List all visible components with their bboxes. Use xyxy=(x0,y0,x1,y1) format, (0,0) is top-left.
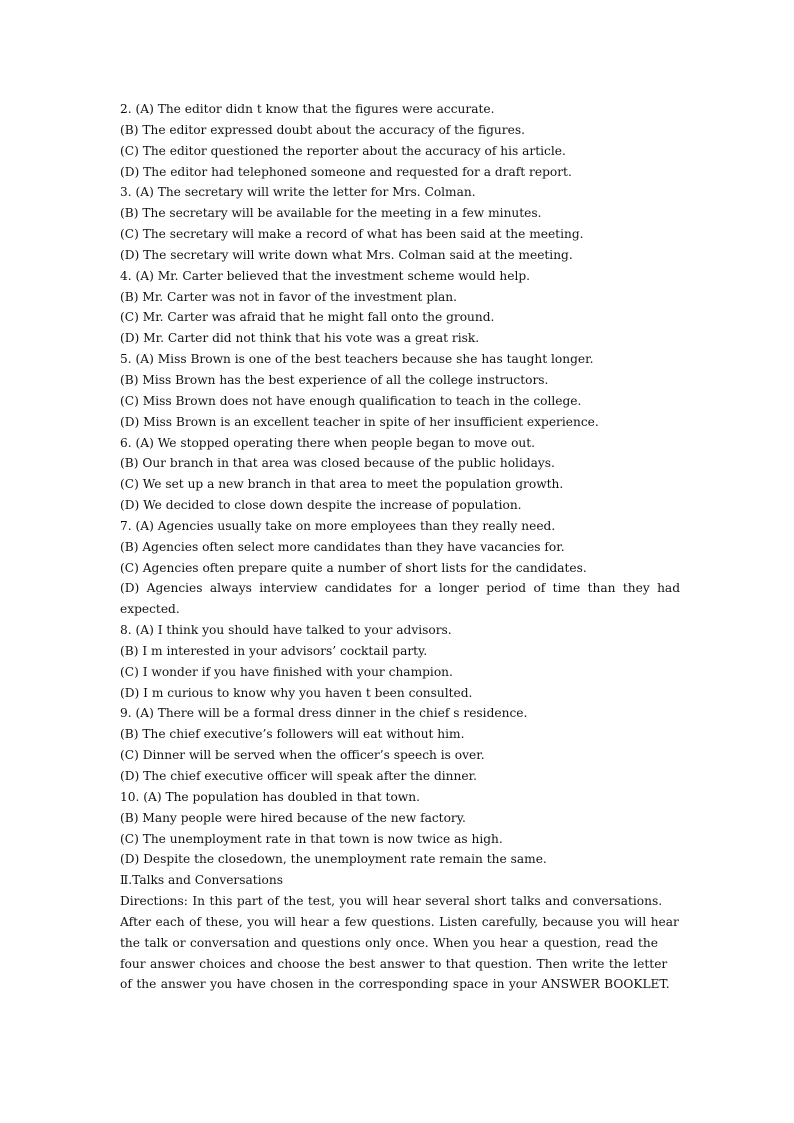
question-10-option-d xyxy=(120,849,680,870)
option-text: (B) The editor expressed doubt about the accuracy of the figures. xyxy=(120,122,525,137)
section-heading: Ⅱ.Talks and Conversations xyxy=(120,873,284,888)
question-number: 3. xyxy=(120,185,132,200)
question-2-option-d xyxy=(120,162,680,183)
question-3-option-a xyxy=(120,182,680,203)
question-7-option-a xyxy=(120,516,680,537)
option-text: (D) The secretary will write down what Mrs. Colman said at the meeting. xyxy=(120,247,573,262)
option-text: (B) The secretary will be available for the meeting in a few minutes. xyxy=(120,206,542,221)
question-3-option-d xyxy=(120,245,680,266)
question-8-option-c xyxy=(120,662,680,683)
question-5-option-c xyxy=(120,391,680,412)
option-text: (A) We stopped operating there when people began to move out. xyxy=(135,435,536,450)
option-text: (B) Agencies often select more candidates than they have vacancies for. xyxy=(120,539,565,554)
question-number: 2. xyxy=(120,102,132,116)
option-text: (B) Our branch in that area was closed because of the public holidays. xyxy=(120,456,555,471)
option-text: (A) Mr. Carter believed that the investment scheme would help. xyxy=(135,268,531,283)
section-directions: Directions: In this part of the test, you will hear several short talks and conversations. After each of these, you will hear a few questions. Listen carefully, because you will hear the talk or conversation and questions only once. When you hear a question, read the four answer choices and choose the best answer to that question. Then write the letter of the answer you have chosen in the corresponding space in your ANSWER BOOKLET. xyxy=(120,894,679,992)
question-6-option-c xyxy=(120,474,680,495)
question-5-option-a xyxy=(120,349,680,370)
question-10-option-c xyxy=(120,829,680,850)
question-6-option-a xyxy=(120,433,680,454)
question-number: 9. xyxy=(120,706,132,721)
option-text: (A) I think you should have talked to your advisors. xyxy=(135,623,452,638)
option-text: (C) The editor questioned the reporter about the accuracy of his article. xyxy=(120,143,566,158)
question-2-option-c xyxy=(120,141,680,162)
option-text: (B) I m interested in your advisors’ cocktail party. xyxy=(120,643,428,658)
option-text: (D) Miss Brown is an excellent teacher in spite of her insufficient experience. xyxy=(120,414,599,429)
question-4-option-a xyxy=(120,266,680,287)
option-text: (B) Many people were hired because of the new factory. xyxy=(120,810,466,825)
option-text: (C) Miss Brown does not have enough qualification to teach in the college. xyxy=(120,393,582,408)
option-text: (A) Miss Brown is one of the best teachers because she has taught longer. xyxy=(135,352,594,367)
option-text: (C) Agencies often prepare quite a number of short lists for the candidates. xyxy=(120,560,587,575)
option-text: (A) The editor didn t know that the figures were accurate. xyxy=(135,102,495,116)
option-text: (A) Agencies usually take on more employees than they really need. xyxy=(135,518,556,533)
question-6-option-b xyxy=(120,453,680,474)
question-6-option-d xyxy=(120,495,680,516)
question-9-option-a xyxy=(120,703,680,724)
option-text: (B) Miss Brown has the best experience of all the college instructors. xyxy=(120,372,549,387)
option-text: (D) Despite the closedown, the unemployment rate remain the same. xyxy=(120,852,547,867)
option-text: (A) The secretary will write the letter for Mrs. Colman. xyxy=(135,185,476,200)
question-9-option-d xyxy=(120,766,680,787)
option-text: (D) We decided to close down despite the increase of population. xyxy=(120,498,522,513)
option-text: (B) Mr. Carter was not in favor of the investment plan. xyxy=(120,289,458,304)
question-2-option-b xyxy=(120,120,680,141)
option-text: (C) The unemployment rate in that town is now twice as high. xyxy=(120,831,503,846)
question-number: 8. xyxy=(120,623,132,638)
option-text: (A) The population has doubled in that town. xyxy=(143,789,420,804)
question-number: 10. xyxy=(120,789,140,804)
option-text: (D) The editor had telephoned someone and requested for a draft report. xyxy=(120,164,572,179)
question-3-option-c xyxy=(120,224,680,245)
option-text: (A) There will be a formal dress dinner in the chief s residence. xyxy=(135,706,528,721)
question-number: 6. xyxy=(120,435,132,450)
option-text: (D) I m curious to know why you haven t been consulted. xyxy=(120,685,473,700)
option-text: (D) Mr. Carter did not think that his vote was a great risk. xyxy=(120,331,480,346)
question-10-option-b xyxy=(120,808,680,829)
question-7-option-d xyxy=(120,578,680,620)
option-text: (D) The chief executive officer will speak after the dinner. xyxy=(120,769,477,783)
question-4-option-c xyxy=(120,307,680,328)
question-7-option-b xyxy=(120,537,680,558)
question-number: 4. xyxy=(120,268,132,283)
question-5-option-b xyxy=(120,370,680,391)
question-4-option-b xyxy=(120,287,680,308)
question-9-option-c xyxy=(120,745,680,766)
option-text: (B) The chief executive’s followers will eat without him. xyxy=(120,727,465,742)
question-number: 5. xyxy=(120,352,132,367)
option-text: (D) Agencies always interview candidates for a longer period of time than they had expected. xyxy=(120,581,680,617)
option-text: (C) I wonder if you have finished with your champion. xyxy=(120,664,453,679)
option-text: (C) The secretary will make a record of what has been said at the meeting. xyxy=(120,227,584,242)
document-page xyxy=(120,99,680,995)
question-9-option-b xyxy=(120,724,680,745)
question-3-option-b xyxy=(120,203,680,224)
question-number: 7. xyxy=(120,518,132,533)
question-7-option-c xyxy=(120,558,680,579)
question-list xyxy=(120,99,680,870)
question-2-option-a xyxy=(120,99,680,120)
question-5-option-d xyxy=(120,412,680,433)
question-4-option-d xyxy=(120,328,680,349)
question-8-option-d xyxy=(120,683,680,704)
option-text: (C) We set up a new branch in that area to meet the population growth. xyxy=(120,477,564,492)
option-text: (C) Dinner will be served when the officer’s speech is over. xyxy=(120,748,485,763)
question-8-option-a xyxy=(120,620,680,641)
option-text: (C) Mr. Carter was afraid that he might fall onto the ground. xyxy=(120,310,495,325)
question-8-option-b xyxy=(120,641,680,662)
question-10-option-a xyxy=(120,787,680,808)
